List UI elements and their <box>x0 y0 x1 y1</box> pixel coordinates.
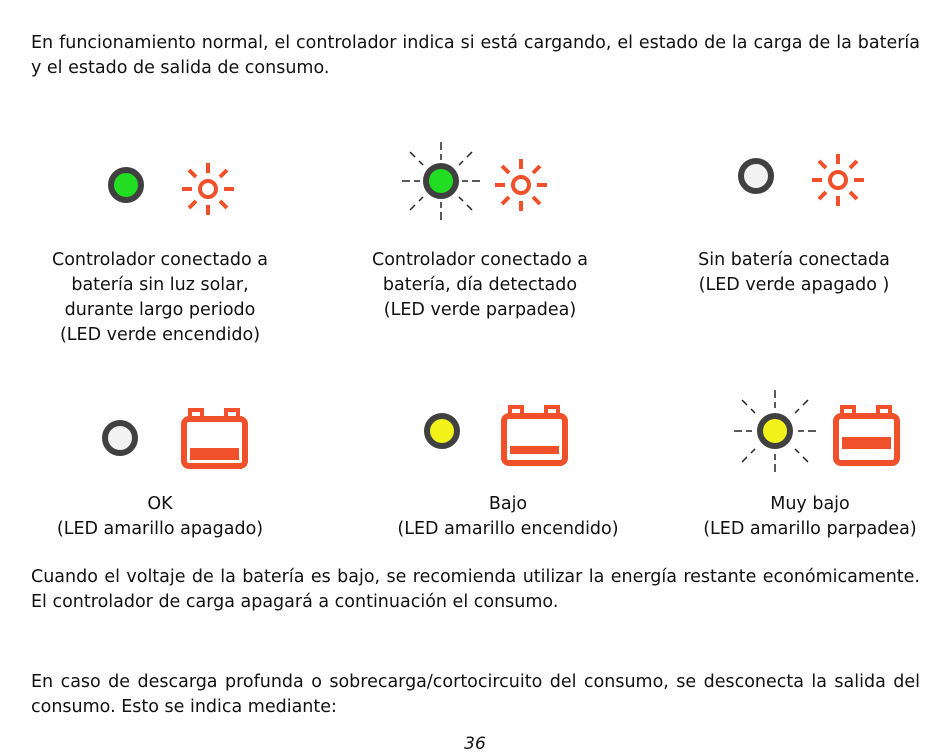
caption-no-battery <box>674 248 914 298</box>
sun-icon <box>807 149 869 211</box>
caption-line: Controlador conectado a <box>51 250 269 270</box>
caption-battery-low <box>378 492 638 542</box>
led-off-icon <box>734 154 778 198</box>
caption-battery-ok <box>40 492 280 542</box>
sun-icon <box>177 158 239 220</box>
deep-discharge-paragraph: En caso de descarga profunda o sobrecarga/cortocircuito del consumo, se desconecta la salida del consumo. Esto se indica mediante: <box>31 672 920 717</box>
caption-day-detected <box>360 248 600 323</box>
caption-line: durante largo periodo <box>64 300 256 320</box>
caption-line: batería, día detectado <box>382 275 578 295</box>
caption-line: OK <box>147 494 173 514</box>
caption-line: (LED verde encendido) <box>59 325 261 345</box>
low-voltage-paragraph: Cuando el voltaje de la batería es bajo, se recomienda utilizar la energía restante económicamente. El controlador de carga apagará a continuación el consumo. <box>31 567 920 612</box>
led-green-on-icon <box>104 163 148 207</box>
led-off-icon <box>98 416 142 460</box>
led-green-blinking-icon <box>398 138 484 224</box>
caption-line: Sin batería conectada <box>698 250 890 270</box>
caption-line: batería sin luz solar, <box>71 275 249 295</box>
led-yellow-blinking-icon <box>732 388 818 474</box>
caption-line: Bajo <box>488 494 528 514</box>
caption-line: Controlador conectado a <box>371 250 589 270</box>
page-number: 36 <box>464 734 486 754</box>
caption-line: Muy bajo <box>770 494 850 514</box>
led-yellow-on-icon <box>420 409 464 453</box>
sun-icon <box>490 154 552 216</box>
caption-battery-no-sun <box>40 248 280 348</box>
battery-full-icon <box>180 405 250 469</box>
caption-line: (LED amarillo parpadea) <box>703 519 917 539</box>
caption-line: (LED amarillo apagado) <box>56 519 264 539</box>
caption-line: (LED verde apagado ) <box>698 275 890 295</box>
battery-very-low-icon <box>832 402 902 466</box>
intro-paragraph: En funcionamiento normal, el controlador indica si está cargando, el estado de la carga de la batería y el estado de salida de consumo. <box>31 33 920 78</box>
caption-battery-very-low <box>680 492 940 542</box>
battery-low-icon <box>500 402 570 466</box>
caption-line: (LED verde parpadea) <box>383 300 577 320</box>
caption-line: (LED amarillo encendido) <box>397 519 619 539</box>
